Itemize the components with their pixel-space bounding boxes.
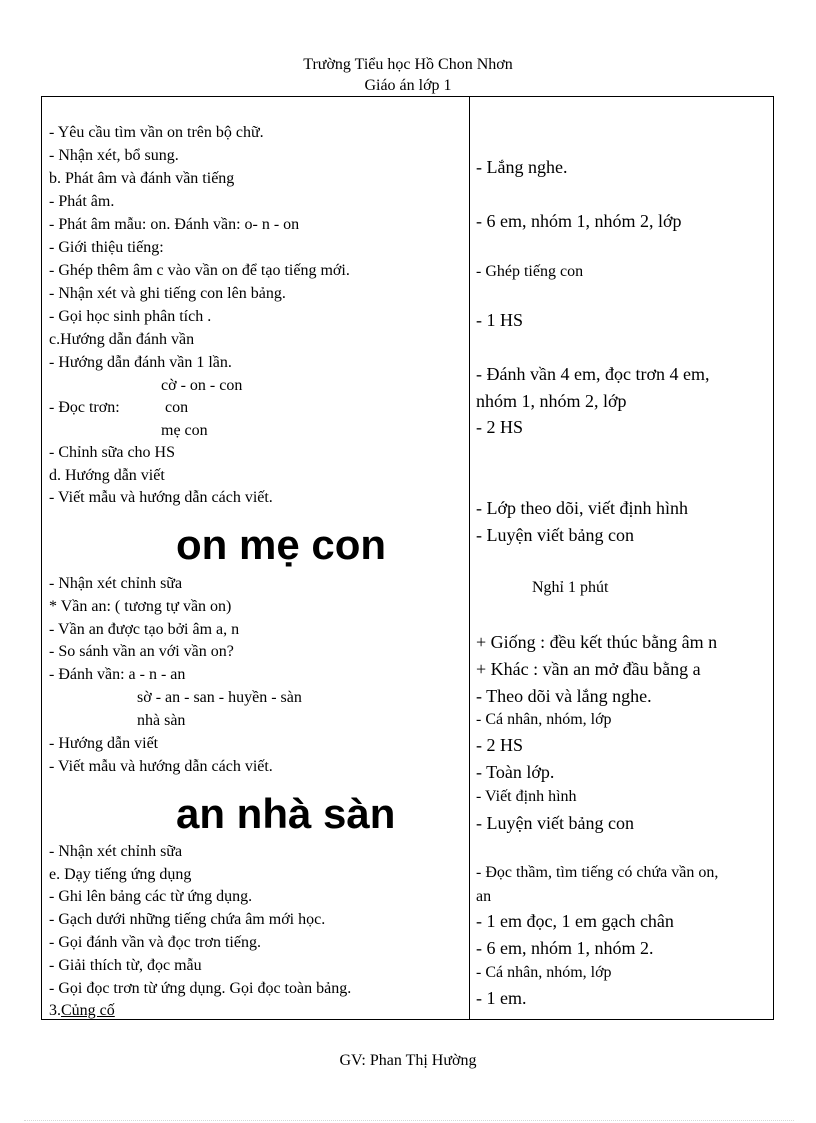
right-line-3: - Ghép tiếng con [476, 263, 584, 280]
left-line-5: - Phát âm mẫu: on. Đánh vần: o- n - on [49, 216, 300, 233]
right-line-12: + Khác : vần an mở đầu bằng a [476, 659, 701, 679]
right-line-9: - Luyện viết bảng con [476, 525, 634, 545]
left-line-27: - Viết mẫu và hướng dẫn cách viết. [49, 758, 273, 775]
right-line-14: - Cá nhân, nhóm, lớp [476, 711, 612, 728]
left-line-6: - Giới thiệu tiếng: [49, 239, 164, 256]
left-line-28: - Nhận xét chỉnh sữa [49, 843, 183, 860]
left-line-9: - Gọi học sinh phân tích . [49, 308, 212, 325]
right-line-5: - Đánh vần 4 em, đọc trơn 4 em, [476, 364, 710, 384]
right-line-24: - 1 em. [476, 988, 527, 1008]
left-line-17: d. Hướng dẫn viết [49, 467, 165, 484]
right-line-7: - 2 HS [476, 417, 524, 437]
left-line-12: cờ - on - con [161, 377, 243, 394]
left-line-21: - Vần an được tạo bởi âm a, n [49, 621, 240, 638]
right-line-19: - Đọc thầm, tìm tiếng có chứa vần on, [476, 864, 719, 881]
left-line-30: - Ghi lên bảng các từ ứng dụng. [49, 888, 253, 905]
right-line-15: - 2 HS [476, 735, 524, 755]
lesson-subtitle: Giáo án lớp 1 [364, 77, 452, 94]
left-line-22: - So sánh vần an với vần on? [49, 643, 234, 660]
left-line-8: - Nhận xét và ghi tiếng con lên bảng. [49, 285, 286, 302]
left-line-1: - Yêu cầu tìm vần on trên bộ chữ. [49, 124, 264, 141]
left-line-11: - Hướng dẫn đánh vần 1 lần. [49, 354, 232, 371]
right-line-2: - 6 em, nhóm 1, nhóm 2, lớp [476, 211, 682, 231]
wordart-on-me-con: on mẹ con [176, 521, 387, 568]
right-line-4: - 1 HS [476, 310, 524, 330]
left-line-18: - Viết mẫu và hướng dẫn cách viết. [49, 489, 273, 506]
left-line-20: * Vần an: ( tương tự vần on) [49, 598, 232, 615]
right-line-20: an [476, 888, 492, 905]
right-line-16: - Toàn lớp. [476, 762, 555, 782]
right-line-10: Nghỉ 1 phút [532, 579, 609, 596]
left-line-25: nhà sàn [137, 712, 186, 729]
left-line-16: - Chỉnh sữa cho HS [49, 444, 175, 461]
right-line-18: - Luyện viết bảng con [476, 813, 634, 833]
right-line-8: - Lớp theo dõi, viết định hình [476, 498, 688, 518]
left-line-3: b. Phát âm và đánh vần tiếng [49, 170, 235, 187]
wordart-an-nha-san: an nhà sàn [176, 790, 396, 837]
left-line-15: mẹ con [161, 422, 208, 439]
left-line-19: - Nhận xét chỉnh sữa [49, 575, 183, 592]
left-line-26: - Hướng dẫn viết [49, 735, 159, 752]
right-line-23: - Cá nhân, nhóm, lớp [476, 964, 612, 981]
left-line-32: - Gọi đánh vần và đọc trơn tiếng. [49, 934, 261, 951]
left-line-2: - Nhận xét, bổ sung. [49, 147, 179, 164]
left-line-34: - Gọi đọc trơn từ ứng dụng. Gọi đọc toàn bảng. [49, 980, 352, 997]
section-title: Củng cố [61, 1002, 115, 1019]
school-name: Trường Tiểu học Hồ Chon Nhơn [303, 56, 513, 73]
left-line-7: - Ghép thêm âm c vào vần on để tạo tiếng mới. [49, 262, 350, 279]
right-line-13: - Theo dõi và lắng nghe. [476, 686, 652, 706]
left-line-33: - Giải thích từ, đọc mẫu [49, 957, 202, 974]
teacher-name: GV: Phan Thị Hường [339, 1052, 477, 1069]
column-divider [469, 96, 470, 1020]
right-line-6: nhóm 1, nhóm 2, lớp [476, 391, 627, 411]
left-line-29: e. Dạy tiếng ứng dụng [49, 866, 192, 883]
left-line-23: - Đánh vần: a - n - an [49, 666, 186, 683]
left-line-31: - Gạch dưới những tiếng chứa âm mới học. [49, 911, 326, 928]
left-line-14: con [165, 399, 189, 416]
right-line-17: - Viết định hình [476, 788, 577, 805]
left-line-24: sờ - an - san - huyền - sàn [137, 689, 302, 706]
right-line-22: - 6 em, nhóm 1, nhóm 2. [476, 938, 654, 958]
section-3-heading [49, 1001, 115, 1021]
left-line-13: - Đọc trơn: [49, 399, 120, 416]
left-line-4: - Phát âm. [49, 193, 115, 210]
right-line-21: - 1 em đọc, 1 em gạch chân [476, 911, 674, 931]
right-line-1: - Lắng nghe. [476, 157, 568, 177]
page-bottom-rule [24, 1120, 794, 1121]
right-line-11: + Giống : đều kết thúc bằng âm n [476, 632, 718, 652]
left-line-10: c.Hướng dẫn đánh vần [49, 331, 195, 348]
section-number: 3. [49, 1002, 61, 1019]
